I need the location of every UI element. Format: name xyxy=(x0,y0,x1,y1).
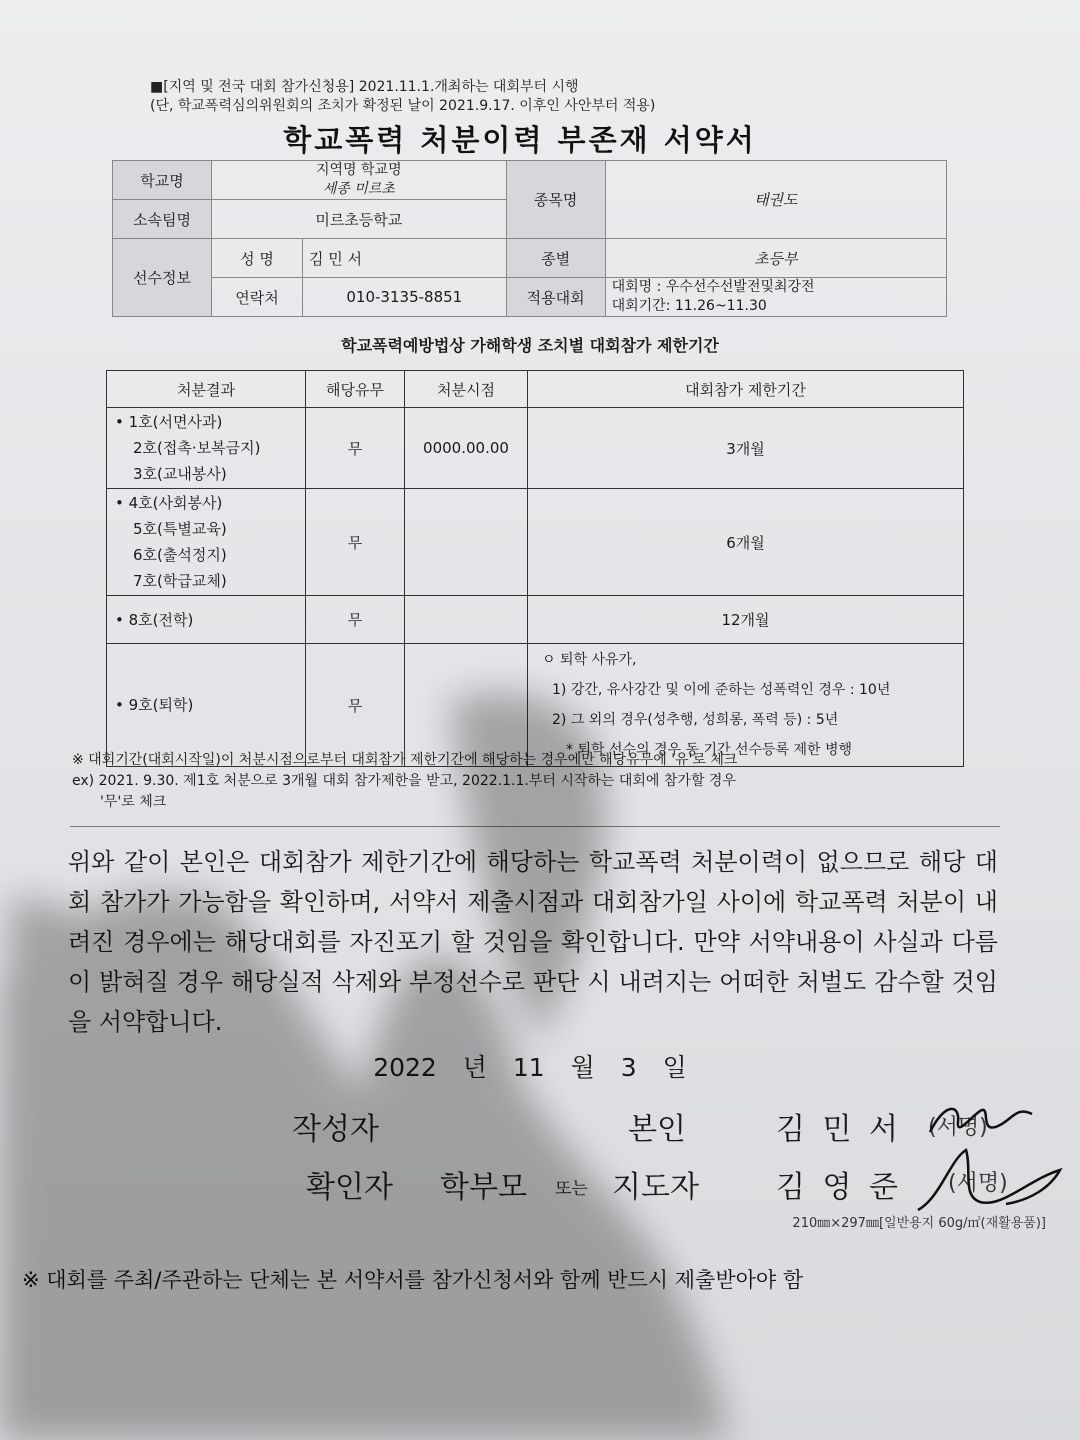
note-line: ※ 대회기간(대회시작일)이 처분시점으로부터 대회참가 제한기간에 해당하는 경우에만 해당유무에 '유'로 체크 xyxy=(72,752,738,768)
school-cell xyxy=(212,161,507,200)
header-applicable: 해당유무 xyxy=(306,371,405,408)
competition-period: 대회기간: 11.26~11.30 xyxy=(611,298,767,314)
confirmer-signature xyxy=(910,1140,1070,1220)
school-value: 세종 미르초 xyxy=(322,181,395,197)
division-value: 초등부 xyxy=(605,239,946,278)
penalty-item: 7호(학급교체) xyxy=(133,572,227,590)
penalty-item: • 1호(서면사과) xyxy=(115,413,223,431)
penalty-item: • 8호(전학) xyxy=(107,596,306,644)
penalty-item: 6호(출석정지) xyxy=(133,546,227,564)
notice-line: ■[지역 및 전국 대회 참가신청용] 2021.11.1.개최하는 대회부터 시행 xyxy=(150,79,579,95)
divider xyxy=(70,826,1000,827)
confirmer-name: 김 영 준 xyxy=(776,1170,903,1205)
expulsion-line: 1) 강간, 유사강간 및 이에 준하는 성폭력인 경우 : 10년 xyxy=(552,682,891,698)
applicable-value: 무 xyxy=(306,408,405,489)
expulsion-line: ㅇ 퇴학 사유가, xyxy=(542,652,637,668)
applicable-value: 무 xyxy=(306,644,405,767)
competition-cell xyxy=(605,278,946,317)
writer-label: 작성자 xyxy=(292,1112,379,1147)
applicable-value: 무 xyxy=(306,489,405,596)
applicable-value: 무 xyxy=(306,596,405,644)
expulsion-line: 2) 그 외의 경우(성추행, 성희롱, 폭력 등) : 5년 xyxy=(552,712,839,728)
header-date: 처분시점 xyxy=(405,371,528,408)
date-month: 11 xyxy=(512,1053,545,1082)
note-line: '무'로 체크 xyxy=(100,794,167,810)
penalty-item: 5호(특별교육) xyxy=(133,520,227,538)
date-month-unit: 월 xyxy=(570,1053,595,1082)
limit-value: 6개월 xyxy=(528,489,964,596)
expulsion-limit xyxy=(528,644,964,767)
player-label: 선수정보 xyxy=(113,239,212,317)
player-info-table xyxy=(112,160,947,317)
date-value xyxy=(405,489,528,596)
date-value: 0000.00.00 xyxy=(405,408,528,489)
sport-value: 태권도 xyxy=(605,161,946,239)
pledge-date xyxy=(0,1048,1060,1084)
penalty-item: 2호(접촉·보복금지) xyxy=(133,439,261,457)
confirmer-or: 또는 xyxy=(555,1179,588,1199)
confirmer-role-parent: 학부모 xyxy=(440,1170,527,1205)
confirmer-role-coach: 지도자 xyxy=(612,1170,699,1205)
name-value: 김 민 서 xyxy=(303,239,507,278)
table-row xyxy=(107,408,964,489)
school-label: 학교명 xyxy=(113,161,212,200)
school-hint: 지역명 학교명 xyxy=(316,162,402,178)
writer-sign-label: (서명) xyxy=(928,1115,988,1140)
document-title: 학교폭력 처분이력 부존재 서약서 xyxy=(283,123,757,157)
competition-name: 대회명 : 우수선수선발전및최강전 xyxy=(611,279,815,295)
penalty-item: • 9호(퇴학) xyxy=(107,644,306,767)
penalty-table xyxy=(106,370,964,767)
division-label: 종별 xyxy=(506,239,605,278)
confirmer-label: 확인자 xyxy=(306,1170,393,1205)
bottom-note: ※ 대회를 주최/주관하는 단체는 본 서약서를 참가신청서와 함께 반드시 제출받아야 함 xyxy=(22,1268,804,1292)
date-day-unit: 일 xyxy=(662,1053,687,1082)
team-label: 소속팀명 xyxy=(113,200,212,239)
note-line: ex) 2021. 9.30. 제1호 처분으로 3개월 대회 참가제한을 받고, 2022.1.1.부터 시작하는 대회에 참가할 경우 xyxy=(72,773,736,789)
table-row xyxy=(107,489,964,596)
limit-value: 12개월 xyxy=(528,596,964,644)
notice-line: (단, 학교폭력심의위원회의 조치가 확정된 날이 2021.9.17. 이후인 사안부터 적용) xyxy=(150,98,656,114)
date-value xyxy=(405,596,528,644)
date-day: 3 xyxy=(620,1053,637,1082)
expulsion-line: * 퇴학 선수의 경우 동 기간 선수등록 제한 병행 xyxy=(566,742,853,758)
limit-value: 3개월 xyxy=(528,408,964,489)
date-year-unit: 년 xyxy=(462,1053,487,1082)
writer-name: 김 민 서 xyxy=(776,1112,903,1147)
paper-spec: 210㎜×297㎜[일반용지 60g/㎡(재활용품)] xyxy=(792,1216,1046,1231)
penalty-subtitle: 학교폭력예방법상 가해학생 조치별 대회참가 제한기간 xyxy=(341,336,719,355)
sport-label: 종목명 xyxy=(506,161,605,239)
check-note xyxy=(72,750,1012,813)
competition-label: 적용대회 xyxy=(506,278,605,317)
contact-value: 010-3135-8851 xyxy=(303,278,507,317)
contact-label: 연락처 xyxy=(212,278,303,317)
name-label: 성 명 xyxy=(212,239,303,278)
confirmer-sign-label: (서명) xyxy=(948,1171,1008,1196)
penalty-item: • 4호(사회봉사) xyxy=(115,494,223,512)
header-limit: 대회참가 제한기간 xyxy=(528,371,964,408)
team-value: 미르초등학교 xyxy=(212,200,507,239)
penalty-items xyxy=(107,489,306,596)
penalty-items xyxy=(107,408,306,489)
table-row xyxy=(107,596,964,644)
writer-role: 본인 xyxy=(628,1112,686,1147)
penalty-item: 3호(교내봉사) xyxy=(133,465,227,483)
pledge-text: 위와 같이 본인은 대회참가 제한기간에 해당하는 학교폭력 처분이력이 없으므로 해당 대회 참가가 가능함을 확인하며, 서약서 제출시점과 대회참가일 사이에 학교폭력 처분이 내려진 경우에는 해당대회를 자진포기 할 것임을 확인합니다. 만약 서약내용이 사실과 다름이 밝혀질 경우 해당실적 삭제와 부정선수로 판단 시 내려지는 어떠한 처벌도 감수할 것임을 서약합니다. xyxy=(68,848,998,1036)
date-year: 2022 xyxy=(373,1053,437,1082)
header-result: 처분결과 xyxy=(107,371,306,408)
date-value xyxy=(405,644,528,767)
notice xyxy=(150,78,655,116)
table-row xyxy=(107,644,964,767)
